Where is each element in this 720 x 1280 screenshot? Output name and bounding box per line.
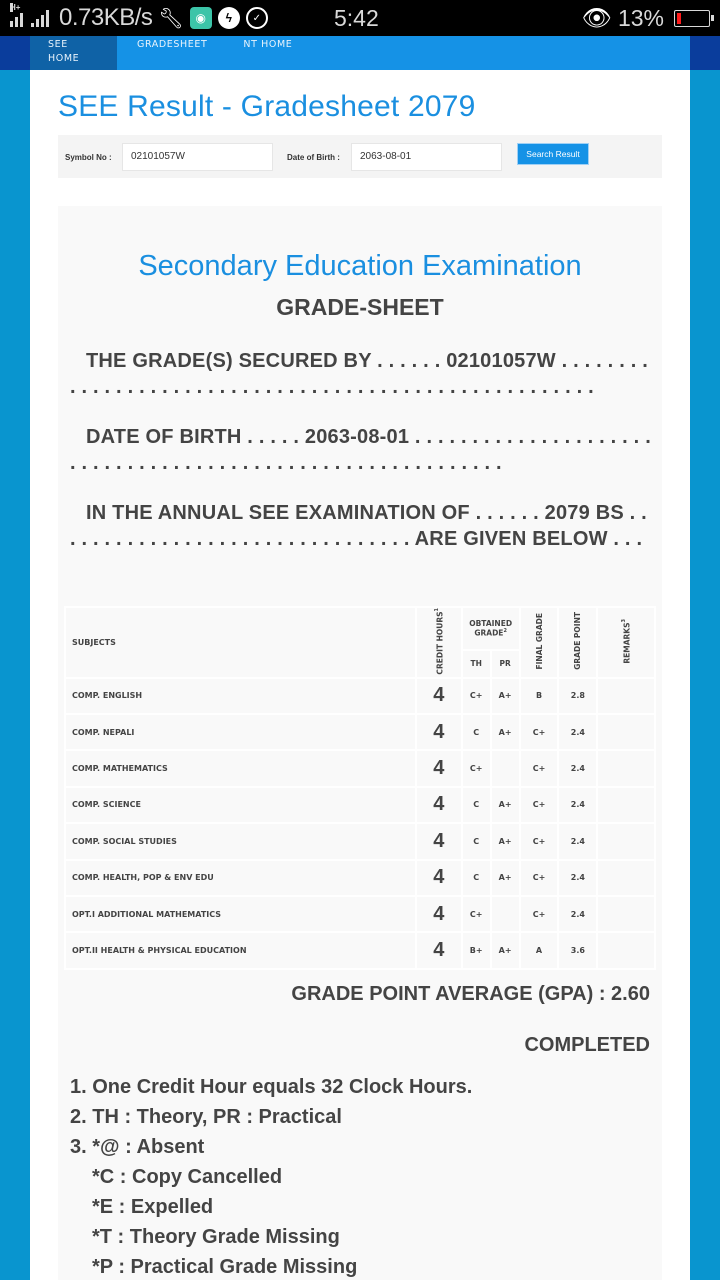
- th-grade-cell: C: [462, 860, 491, 896]
- note-theory-missing: *T : Theory Grade Missing: [92, 1226, 340, 1248]
- page-title: SEE Result - Gradesheet 2079: [58, 90, 476, 123]
- pr-grade-cell: A+: [491, 714, 520, 750]
- exam-title: Secondary Education Examination: [138, 250, 582, 282]
- app-notification-icon: ◉: [190, 7, 212, 29]
- grade-point-cell: 2.8: [558, 678, 597, 714]
- search-form: [58, 135, 662, 178]
- final-grade-cell: C+: [520, 860, 559, 896]
- subject-cell: COMP. NEPALI: [65, 714, 416, 750]
- th-grade-cell: C+: [462, 678, 491, 714]
- grades-table: [64, 606, 656, 970]
- header-final-grade: FINAL GRADE: [520, 607, 559, 678]
- credit-hours-cell: 4: [416, 823, 462, 859]
- note-credit-hour: 1. One Credit Hour equals 32 Clock Hours.: [70, 1076, 473, 1098]
- secured-by-line: [70, 348, 654, 400]
- subject-cell: COMP. MATHEMATICS: [65, 750, 416, 786]
- credit-hours-cell: 4: [416, 787, 462, 823]
- table-row: [65, 750, 655, 786]
- pr-grade-cell: A+: [491, 787, 520, 823]
- header-subjects: SUBJECTS: [65, 607, 416, 678]
- th-grade-cell: B+: [462, 932, 491, 968]
- gpa: GRADE POINT AVERAGE (GPA) : 2.60: [291, 983, 650, 1005]
- pr-grade-cell: [491, 896, 520, 932]
- final-grade-cell: C+: [520, 823, 559, 859]
- pr-grade-cell: A+: [491, 860, 520, 896]
- remarks-cell: [597, 714, 655, 750]
- table-row: [65, 823, 655, 859]
- status-bar: [0, 0, 720, 36]
- credit-hours-cell: 4: [416, 714, 462, 750]
- table-row: [65, 714, 655, 750]
- remarks-cell: [597, 750, 655, 786]
- note-copy-cancelled: *C : Copy Cancelled: [92, 1166, 283, 1188]
- exam-text: IN THE ANNUAL SEE EXAMINATION OF . . . . . . 2079 BS . . . . . . . . . . . . . . . . . . . . . . . . . . . . . . . . ARE GIVEN BELOW . . .: [70, 502, 647, 550]
- final-grade-cell: B: [520, 678, 559, 714]
- battery-icon: [674, 10, 710, 27]
- nav-gradesheet[interactable]: GRADESHEET: [137, 39, 208, 50]
- header-grade-point: GRADE POINT: [558, 607, 597, 678]
- grade-point-cell: 2.4: [558, 860, 597, 896]
- secured-by-text: THE GRADE(S) SECURED BY . . . . . . 02101057W . . . . . . . . . . . . . . . . . . . . . . . . . . . . . . . . . . . . . . . . . . . . . . . . . . . . . .: [70, 350, 648, 398]
- signal-icon: [31, 9, 51, 27]
- header-pr: PR: [491, 650, 520, 678]
- messenger-icon: ϟ: [218, 7, 240, 29]
- header-remarks: REMARKS$^3$: [597, 607, 655, 678]
- pr-grade-cell: A+: [491, 932, 520, 968]
- final-grade-cell: C+: [520, 896, 559, 932]
- signal-h-icon: H+: [10, 9, 25, 27]
- gradesheet: [58, 206, 662, 1280]
- dob-text: DATE OF BIRTH . . . . . 2063-08-01 . . . . . . . . . . . . . . . . . . . . . . . . . . . . . . . . . . . . . . . . . . . . . . . . . . . . . . . . . . .: [70, 426, 651, 474]
- header-th: TH: [462, 650, 491, 678]
- subject-cell: OPT.I ADDITIONAL MATHEMATICS: [65, 896, 416, 932]
- remarks-cell: [597, 932, 655, 968]
- pr-grade-cell: A+: [491, 678, 520, 714]
- grade-point-cell: 2.4: [558, 896, 597, 932]
- search-result-button[interactable]: Search Result: [517, 143, 589, 165]
- dob-label: Date of Birth :: [287, 153, 340, 162]
- grade-point-cell: 2.4: [558, 823, 597, 859]
- credit-hours-cell: 4: [416, 932, 462, 968]
- table-row: [65, 896, 655, 932]
- symbol-input[interactable]: 02101057W: [122, 143, 273, 171]
- table-row: [65, 787, 655, 823]
- subject-cell: COMP. SOCIAL STUDIES: [65, 823, 416, 859]
- subject-cell: COMP. SCIENCE: [65, 787, 416, 823]
- final-grade-cell: C+: [520, 714, 559, 750]
- credit-hours-cell: 4: [416, 678, 462, 714]
- content-panel: [30, 70, 690, 1280]
- grade-point-cell: 2.4: [558, 714, 597, 750]
- th-grade-cell: C: [462, 787, 491, 823]
- nav-see-home[interactable]: SEE HOME: [30, 36, 117, 70]
- whatsapp-icon: ✓: [246, 7, 268, 29]
- top-nav: [30, 36, 690, 70]
- eye-comfort-icon: 👁︎: [581, 4, 612, 32]
- credit-hours-cell: 4: [416, 750, 462, 786]
- th-grade-cell: C: [462, 714, 491, 750]
- th-grade-cell: C+: [462, 750, 491, 786]
- th-grade-cell: C: [462, 823, 491, 859]
- battery-percent: 13%: [617, 4, 664, 31]
- final-grade-cell: C+: [520, 787, 559, 823]
- grade-point-cell: 2.4: [558, 787, 597, 823]
- gradesheet-title: GRADE-SHEET: [276, 294, 444, 320]
- remarks-cell: [597, 823, 655, 859]
- subject-cell: COMP. ENGLISH: [65, 678, 416, 714]
- table-row: [65, 932, 655, 968]
- grade-point-cell: 3.6: [558, 932, 597, 968]
- symbol-label: Symbol No :: [65, 153, 112, 162]
- wrench-icon: 🔧︎: [158, 7, 184, 30]
- network-speed: 0.73KB/s: [59, 4, 153, 31]
- exam-line: [70, 500, 654, 552]
- battery-level: [677, 13, 681, 24]
- remarks-cell: [597, 787, 655, 823]
- nav-nt-home[interactable]: NT HOME: [243, 39, 293, 50]
- remarks-cell: [597, 896, 655, 932]
- remarks-cell: [597, 678, 655, 714]
- note-th-pr: 2. TH : Theory, PR : Practical: [70, 1106, 342, 1128]
- clock: 5:42: [334, 5, 379, 31]
- th-grade-cell: C+: [462, 896, 491, 932]
- table-row: [65, 678, 655, 714]
- dob-line: [70, 424, 654, 476]
- subject-cell: OPT.II HEALTH & PHYSICAL EDUCATION: [65, 932, 416, 968]
- dob-input[interactable]: 2063-08-01: [351, 143, 502, 171]
- grade-point-cell: 2.4: [558, 750, 597, 786]
- footnotes: [70, 1072, 472, 1280]
- pr-grade-cell: A+: [491, 823, 520, 859]
- final-grade-cell: A: [520, 932, 559, 968]
- result-status: COMPLETED: [524, 1034, 650, 1056]
- pr-grade-cell: [491, 750, 520, 786]
- note-expelled: *E : Expelled: [92, 1196, 214, 1218]
- note-practical-missing: *P : Practical Grade Missing: [92, 1256, 358, 1278]
- remarks-cell: [597, 860, 655, 896]
- final-grade-cell: C+: [520, 750, 559, 786]
- credit-hours-cell: 4: [416, 896, 462, 932]
- subject-cell: COMP. HEALTH, POP & ENV EDU: [65, 860, 416, 896]
- note-absent: 3. *@ : Absent: [70, 1136, 205, 1158]
- credit-hours-cell: 4: [416, 860, 462, 896]
- header-credit-hours: CREDIT HOURS$^1$: [416, 607, 462, 678]
- table-row: [65, 860, 655, 896]
- header-obtained-grade: OBTAINED GRADE$^2$: [462, 607, 520, 650]
